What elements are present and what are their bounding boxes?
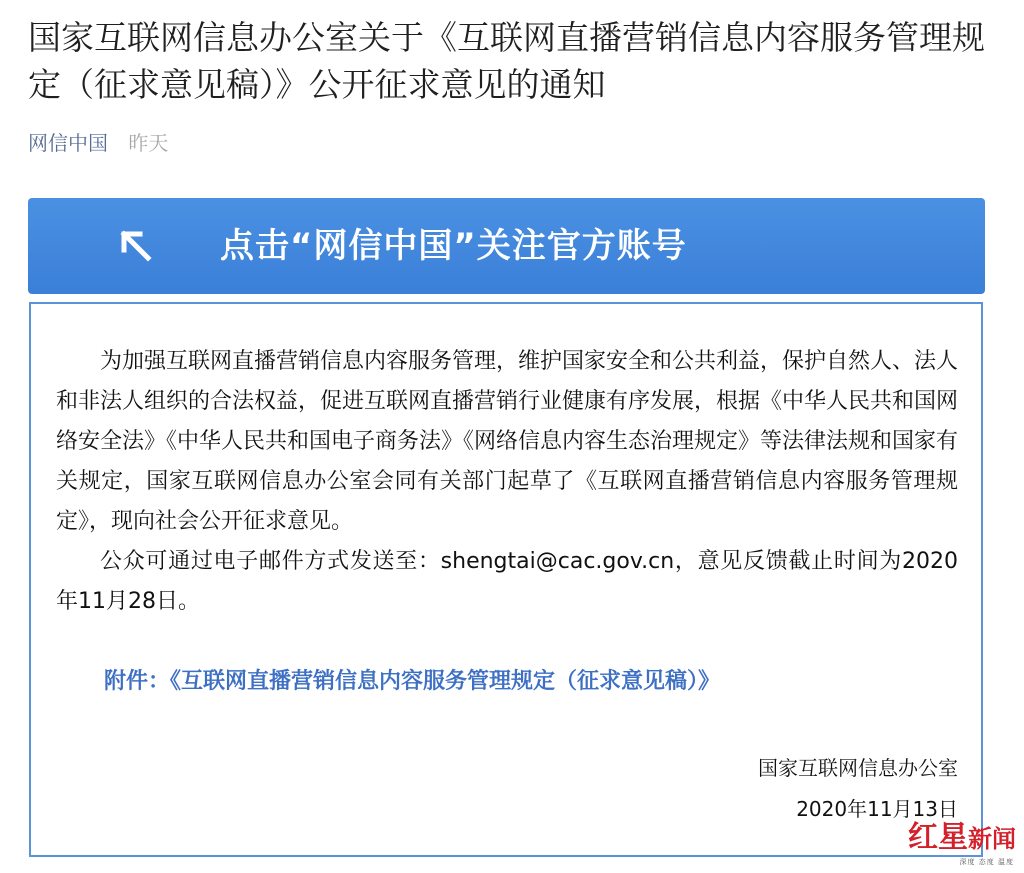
watermark-logo <box>908 822 1020 870</box>
brand-slogan: 深度 态度 温度 <box>959 858 1014 866</box>
publish-time: 昨天 <box>128 131 169 155</box>
signature-block <box>758 748 958 830</box>
article-meta <box>28 127 168 156</box>
arrow-up-left-icon <box>118 228 154 264</box>
follow-account-banner[interactable] <box>28 198 985 294</box>
brand-sub: 新闻 <box>968 824 1016 853</box>
signature-date: 2020年11月13日 <box>796 797 958 821</box>
signature-org: 国家互联网信息办公室 <box>758 756 958 780</box>
brand-main: 红星 <box>908 820 968 855</box>
article-title: 国家互联网信息办公室关于《互联网直播营销信息内容服务管理规定（征求意见稿）》公开征求意见的通知 <box>28 18 985 104</box>
attachment-link[interactable]: 附件：《互联网直播营销信息内容服务管理规定（征求意见稿）》 <box>104 669 721 694</box>
banner-text: 点击“网信中国”关注官方账号 <box>220 226 687 266</box>
account-name-link[interactable]: 网信中国 <box>28 131 108 155</box>
notice-body <box>56 342 958 622</box>
notice-paragraph-2: 公众可通过电子邮件方式发送至：shengtai@cac.gov.cn，意见反馈截止时间为2020年11月28日。 <box>56 549 958 614</box>
notice-paragraph-1: 为加强互联网直播营销信息内容服务管理，维护国家安全和公共利益，保护自然人、法人和非法人组织的合法权益，促进互联网直播营销行业健康有序发展，根据《中华人民共和国网络安全法》《中华人民共和国电子商务法》《网络信息内容生态治理规定》等法律法规和国家有关规定，国家互联网信息办公室会同有关部门起草了《互联网直播营销信息内容服务管理规定》，现向社会公开征求意见。 <box>56 349 959 534</box>
